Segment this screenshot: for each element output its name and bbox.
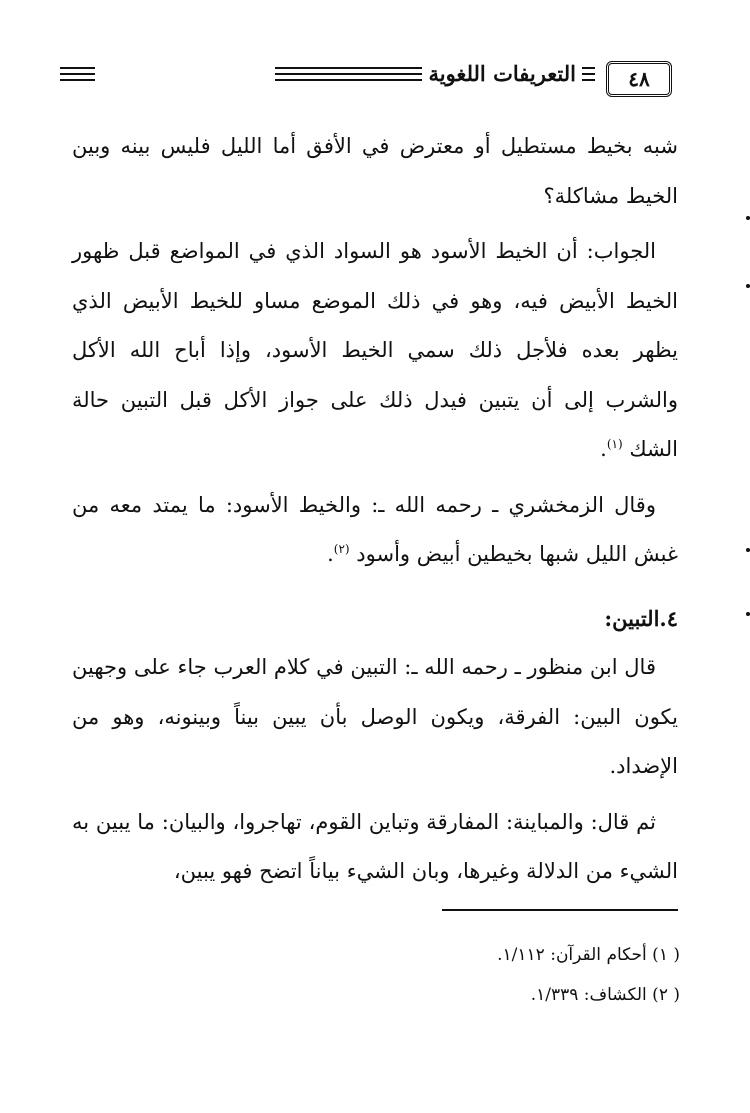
- section-heading: ٤.التبين:: [604, 605, 678, 631]
- footnote-ref[interactable]: (٢): [333, 542, 350, 556]
- header-rule: [60, 67, 95, 69]
- margin-mark: [746, 612, 750, 616]
- header-rule: [60, 73, 95, 75]
- paragraph: شبه بخيط مستطيل أو معترض في الأفق أما الليل فليس بينه وبين الخيط مشاكلة؟: [72, 134, 678, 208]
- paragraph: ثم قال: والمباينة: المفارقة وتباين القوم، تهاجروا، والبيان: ما يبين به الشيء من الدلالة وغيرها، وبان الشيء بياناً اتضح فهو يبين،: [72, 809, 678, 883]
- footnote: ( ١) أحكام القرآن: ١/١١٢.: [497, 945, 680, 965]
- footnotes: [80, 935, 680, 1015]
- page-number: ٤٨: [606, 61, 672, 97]
- page-header: [60, 55, 682, 99]
- running-title: التعريفات اللغوية: [422, 61, 582, 86]
- footnote-separator: [442, 909, 678, 911]
- paragraph: الجواب: أن الخيط الأسود هو السواد الذي في المواضع قبل ظهور الخيط الأبيض فيه، وهو في ذلك الموضع مساو للخيط الأبيض الذي يظهر بعده فلأجل ذلك سمي الخيط الأسود، وإذا أباح الله الأكل والشرب إلى أن يتبين فيدل ذلك على جواز الأكل قبل التبين حالة الشك $^{(١)}$.: [72, 239, 678, 461]
- paragraph: قال ابن منظور ـ رحمه الله ـ: التبين في كلام العرب جاء على وجهين يكون البين: الفرقة، ويكون الوصل بأن يبين بيناً وبينونه، وهو من الإضداد.: [72, 655, 678, 778]
- paragraph: وقال الزمخشري ـ رحمه الله ـ: والخيط الأسود: ما يمتد معه من غبش الليل شبها بخيطين أبيض وأسود $^{(٢)}$.: [72, 492, 678, 566]
- margin-mark: [746, 548, 750, 552]
- footnote-ref[interactable]: (١): [606, 437, 623, 451]
- header-rule: [60, 79, 95, 81]
- margin-mark: [746, 216, 750, 220]
- body-text: [72, 122, 678, 903]
- margin-mark: [746, 284, 750, 288]
- footnote: ( ٢) الكشاف: ١/٣٣٩.: [530, 985, 680, 1005]
